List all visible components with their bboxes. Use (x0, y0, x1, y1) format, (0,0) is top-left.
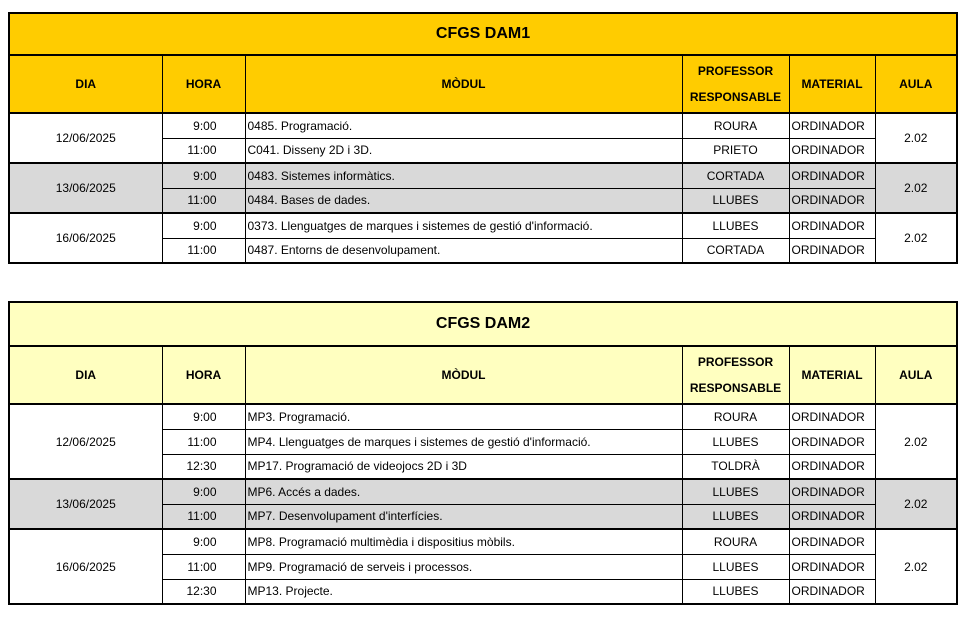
hour-cell: 11:00 (162, 138, 245, 163)
table-row (9, 163, 957, 188)
header-prof (682, 346, 789, 404)
hour-cell: 9:00 (162, 113, 245, 138)
header-prof (682, 55, 789, 113)
material-cell: ORDINADOR (789, 504, 875, 529)
teacher-cell: LLUBES (682, 504, 789, 529)
header-dia: DIA (9, 346, 162, 404)
module-cell: MP4. Llenguatges de marques i sistemes de gestió d'informació. (245, 429, 682, 454)
teacher-cell: LLUBES (682, 479, 789, 504)
header-material: MATERIAL (789, 55, 875, 113)
table-row (9, 479, 957, 504)
hour-cell: 11:00 (162, 504, 245, 529)
header-prof-line1: PROFESSOR (697, 64, 774, 78)
title-row (9, 302, 957, 346)
hour-cell: 9:00 (162, 479, 245, 504)
header-modul: MÒDUL (245, 55, 682, 113)
header-prof-line2: RESPONSABLE (689, 90, 782, 104)
hour-cell: 11:00 (162, 188, 245, 213)
hour-cell: 9:00 (162, 163, 245, 188)
header-hora: HORA (162, 55, 245, 113)
table-row (9, 529, 957, 554)
teacher-cell: PRIETO (682, 138, 789, 163)
module-cell: C041. Disseny 2D i 3D. (245, 138, 682, 163)
header-prof-line2: RESPONSABLE (689, 381, 782, 395)
header-dia: DIA (9, 55, 162, 113)
hour-cell: 12:30 (162, 454, 245, 479)
teacher-cell: ROURA (682, 404, 789, 429)
teacher-cell: LLUBES (682, 429, 789, 454)
module-cell: MP6. Accés a dades. (245, 479, 682, 504)
hour-cell: 12:30 (162, 579, 245, 604)
schedule-table-dam2 (8, 301, 958, 605)
schedule-table-dam1 (8, 12, 958, 264)
date-cell: 16/06/2025 (9, 213, 162, 263)
module-cell: MP9. Programació de serveis i processos. (245, 554, 682, 579)
material-cell: ORDINADOR (789, 404, 875, 429)
module-cell: 0484. Bases de dades. (245, 188, 682, 213)
date-cell: 13/06/2025 (9, 479, 162, 529)
date-cell: 12/06/2025 (9, 113, 162, 163)
hour-cell: 11:00 (162, 238, 245, 263)
room-cell: 2.02 (875, 163, 957, 213)
hour-cell: 11:00 (162, 429, 245, 454)
material-cell: ORDINADOR (789, 479, 875, 504)
header-prof-line1: PROFESSOR (697, 355, 774, 369)
teacher-cell: LLUBES (682, 554, 789, 579)
material-cell: ORDINADOR (789, 429, 875, 454)
hour-cell: 9:00 (162, 529, 245, 554)
material-cell: ORDINADOR (789, 163, 875, 188)
room-cell: 2.02 (875, 213, 957, 263)
teacher-cell: LLUBES (682, 188, 789, 213)
teacher-cell: ROURA (682, 113, 789, 138)
material-cell: ORDINADOR (789, 138, 875, 163)
table-row (9, 113, 957, 138)
module-cell: MP13. Projecte. (245, 579, 682, 604)
table-title: CFGS DAM2 (9, 302, 957, 346)
material-cell: ORDINADOR (789, 454, 875, 479)
room-cell: 2.02 (875, 529, 957, 604)
teacher-cell: CORTADA (682, 163, 789, 188)
header-aula: AULA (875, 55, 957, 113)
module-cell: MP7. Desenvolupament d'interfícies. (245, 504, 682, 529)
date-cell: 13/06/2025 (9, 163, 162, 213)
room-cell: 2.02 (875, 479, 957, 529)
header-row (9, 346, 957, 404)
teacher-cell: LLUBES (682, 213, 789, 238)
module-cell: MP3. Programació. (245, 404, 682, 429)
header-hora: HORA (162, 346, 245, 404)
hour-cell: 9:00 (162, 213, 245, 238)
header-material: MATERIAL (789, 346, 875, 404)
date-cell: 12/06/2025 (9, 404, 162, 479)
table-row (9, 213, 957, 238)
material-cell: ORDINADOR (789, 188, 875, 213)
module-cell: MP8. Programació multimèdia i dispositius mòbils. (245, 529, 682, 554)
teacher-cell: LLUBES (682, 579, 789, 604)
room-cell: 2.02 (875, 113, 957, 163)
module-cell: 0487. Entorns de desenvolupament. (245, 238, 682, 263)
room-cell: 2.02 (875, 404, 957, 479)
date-cell: 16/06/2025 (9, 529, 162, 604)
material-cell: ORDINADOR (789, 213, 875, 238)
teacher-cell: TOLDRÀ (682, 454, 789, 479)
teacher-cell: ROURA (682, 529, 789, 554)
table-title: CFGS DAM1 (9, 13, 957, 55)
hour-cell: 9:00 (162, 404, 245, 429)
title-row (9, 13, 957, 55)
material-cell: ORDINADOR (789, 529, 875, 554)
material-cell: ORDINADOR (789, 238, 875, 263)
header-row (9, 55, 957, 113)
module-cell: MP17. Programació de videojocs 2D i 3D (245, 454, 682, 479)
module-cell: 0483. Sistemes informàtics. (245, 163, 682, 188)
material-cell: ORDINADOR (789, 554, 875, 579)
material-cell: ORDINADOR (789, 579, 875, 604)
hour-cell: 11:00 (162, 554, 245, 579)
material-cell: ORDINADOR (789, 113, 875, 138)
header-aula: AULA (875, 346, 957, 404)
teacher-cell: CORTADA (682, 238, 789, 263)
module-cell: 0485. Programació. (245, 113, 682, 138)
module-cell: 0373. Llenguatges de marques i sistemes de gestió d'informació. (245, 213, 682, 238)
header-modul: MÒDUL (245, 346, 682, 404)
table-row (9, 404, 957, 429)
